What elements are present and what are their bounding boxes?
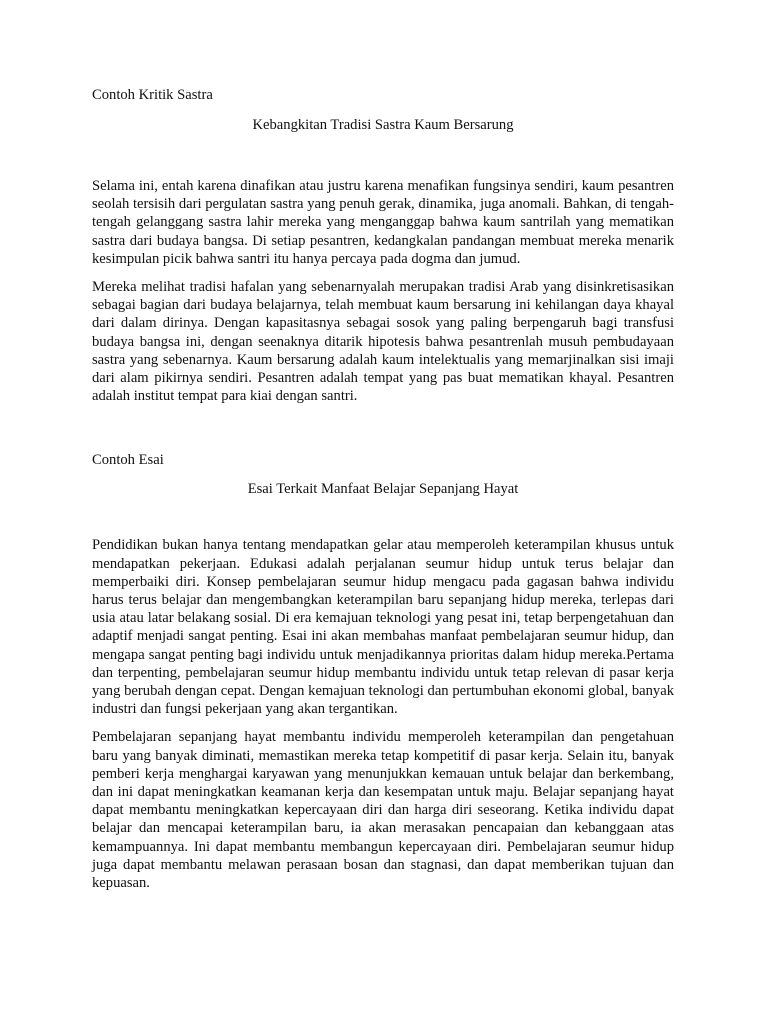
section-title: Esai Terkait Manfaat Belajar Sepanjang Hayat bbox=[247, 481, 519, 498]
document-page bbox=[92, 86, 674, 892]
section-title: Kebangkitan Tradisi Sastra Kaum Bersarung bbox=[252, 117, 514, 133]
section-kritik-sastra bbox=[92, 86, 674, 405]
section-label: Contoh Esai bbox=[92, 452, 164, 469]
section-label: Contoh Kritik Sastra bbox=[92, 87, 213, 103]
paragraph: Mereka melihat tradisi hafalan yang sebenarnyalah merupakan tradisi Arab yang disinkretisasikan sebagai bagian dari budaya belajarnya, telah membuat kaum bersarung ini kehilangan daya khayal dari dalam dirinya. Dengan kapasitasnya sebagai sosok yang paling berpengaruh bagi transfusi budaya bangsa ini, dengan seenaknya ditarik hipotesis bahwa pesantrenlah musuh pembudayaan sastra yang sebenarnya. Kaum bersarung adalah kaum intelektualis yang memarjinalkan sisi imaji dari alam pikirnya sendiri. Pesantren adalah tempat yang pas buat mematikan khayal. Pesantren adalah institut tempat para kiai dengan santri. bbox=[92, 279, 674, 405]
paragraph: Pendidikan bukan hanya tentang mendapatkan gelar atau memperoleh keterampilan khusus untuk mendapatkan pekerjaan. Edukasi adalah perjalanan seumur hidup untuk terus belajar dan memperbaiki diri. Konsep pembelajaran seumur hidup mengacu pada gagasan bahwa individu harus terus belajar dan mengembangkan keterampilan baru sepanjang hidup mereka, terlepas dari usia atau latar belakang sosial. Di era kemajuan teknologi yang pesat ini, tetap berpengetahuan dan adaptif menjadi sangat penting. Esai ini akan membahas manfaat pembelajaran seumur hidup, dan mengapa sangat penting bagi individu untuk menjadikannya prioritas dalam hidup mereka.Pertama dan terpenting, pembelajaran seumur hidup membantu individu untuk tetap relevan di pasar kerja yang berubah dengan cepat. Dengan kemajuan teknologi dan pertumbuhan ekonomi global, banyak industri dan fungsi pekerjaan yang akan tergantikan. bbox=[92, 537, 674, 718]
section-esai bbox=[92, 451, 674, 892]
paragraph: Selama ini, entah karena dinafikan atau justru karena menafikan fungsinya sendiri, kaum pesantren seolah tersisih dari pergulatan sastra yang penuh gerak, dinamika, juga anomali. Bahkan, di tengah-tengah gelanggang sastra lahir mereka yang menganggap bahwa kaum santrilah yang mematikan sastra dari budaya bangsa. Di setiap pesantren, kedangkalan pandangan membuat mereka menarik kesimpulan picik bahwa santri itu hanya percaya pada dogma dan jumud. bbox=[92, 178, 674, 267]
paragraph: Pembelajaran sepanjang hayat membantu individu memperoleh keterampilan dan pengetahuan baru yang banyak diminati, memastikan mereka tetap kompetitif di pasar kerja. Selain itu, banyak pemberi kerja menghargai karyawan yang menunjukkan kemauan untuk belajar dan berkembang, dan ini dapat meningkatkan keamanan kerja dan kesempatan untuk maju. Belajar sepanjang hayat dapat membantu meningkatkan kepercayaan diri dan harga diri seseorang. Ketika individu dapat belajar dan mencapai keterampilan baru, ia akan merasakan pencapaian dan kebanggaan atas kemampuannya. Ini dapat membantu membangun kepercayaan diri. Pembelajaran seumur hidup juga dapat membantu melawan perasaan bosan dan stagnasi, dan dapat memberikan tujuan dan kepuasan. bbox=[92, 729, 674, 892]
